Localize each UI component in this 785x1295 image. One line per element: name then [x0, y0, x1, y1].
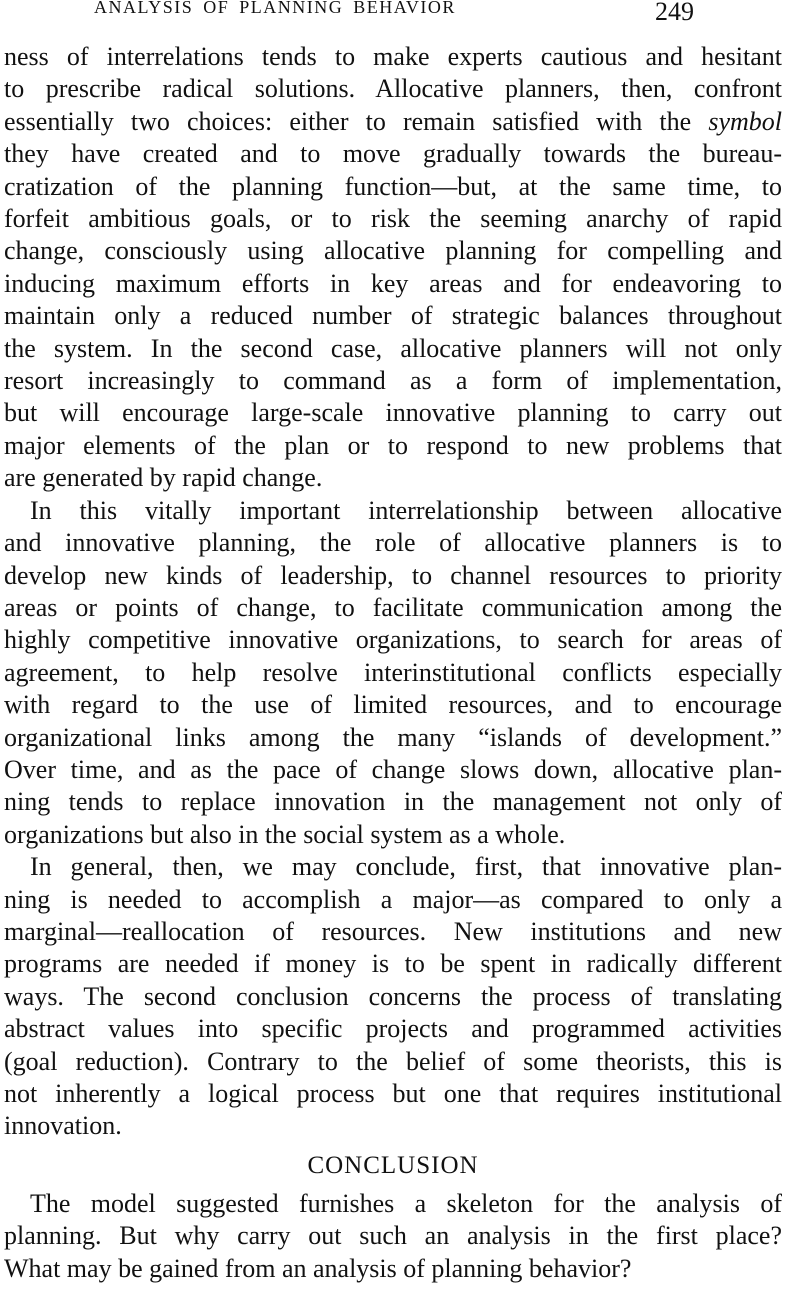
text-line: maintain only a reduced number of strategic balances throughout	[4, 301, 782, 331]
text-line: organizations but also in the social system as a whole.	[4, 819, 566, 849]
paragraph	[4, 851, 782, 1143]
running-title: ANALYSIS OF PLANNING BEHAVIOR	[94, 0, 456, 17]
text-line: develop new kinds of leadership, to channel resources to priority	[4, 560, 782, 590]
text-line	[4, 106, 782, 138]
text-line: with regard to the use of limited resources, and to encourage	[4, 690, 782, 720]
text-line: inducing maximum efforts in key areas and for endeavoring to	[4, 268, 782, 298]
text-line: but will encourage large-scale innovative planning to carry out	[4, 398, 782, 428]
text-line: What may be gained from an analysis of planning behavior?	[4, 1253, 632, 1283]
text-line: The model suggested furnishes a skeleton for the analysis of	[30, 1188, 782, 1218]
section-heading: CONCLUSION	[307, 1151, 479, 1179]
text-line: forfeit ambitious goals, or to risk the seeming anarchy of rapid	[4, 204, 782, 234]
text-line: cratization of the planning function—but, at the same time, to	[4, 171, 782, 201]
text-line: resort increasingly to command as a form of implementation,	[4, 366, 782, 396]
text-line: programs are needed if money is to be spent in radically different	[4, 949, 782, 979]
text-line: ness of interrelations tends to make experts cautious and hesitant	[4, 42, 782, 71]
body-text	[4, 41, 782, 1285]
text-line: the system. In the second case, allocative planners will not only	[4, 333, 782, 363]
text-line: ways. The second conclusion concerns the process of translating	[4, 981, 782, 1011]
paragraph	[4, 495, 782, 851]
paragraph	[4, 1188, 782, 1285]
text-line: change, consciously using allocative planning for compelling and	[4, 236, 782, 266]
paragraph	[4, 41, 782, 495]
page-number: 249	[655, 0, 694, 26]
document-page	[4, 0, 782, 1295]
text-line: ning is needed to accomplish a major—as compared to only a	[4, 884, 782, 914]
text-line: innovation.	[4, 1111, 122, 1141]
text-line: are generated by rapid change.	[4, 463, 323, 493]
text-line: In this vitally important interrelationship between allocative	[30, 495, 782, 525]
text-line: planning. But why carry out such an analysis in the first place?	[4, 1221, 782, 1251]
emphasis-symbol: symbol	[708, 106, 782, 136]
text-line: they have created and to move gradually towards the bureau-	[4, 139, 782, 169]
text-line: organizational links among the many “islands of development.”	[4, 722, 782, 752]
text-line: and innovative planning, the role of allocative planners is to	[4, 528, 782, 558]
text-line: ning tends to replace innovation in the management not only of	[4, 787, 782, 817]
text-line: major elements of the plan or to respond to new problems that	[4, 430, 782, 460]
text-line: Over time, and as the pace of change slows down, allocative plan-	[4, 754, 782, 784]
text-line: highly competitive innovative organizations, to search for areas of	[4, 625, 782, 655]
text-line: agreement, to help resolve interinstitutional conflicts especially	[4, 657, 782, 687]
text-line: marginal—reallocation of resources. New institutions and new	[4, 916, 782, 946]
text-line-part: essentially two choices: either to remain satisfied with the	[4, 106, 709, 136]
text-line: not inherently a logical process but one that requires institutional	[4, 1079, 782, 1108]
text-line: In general, then, we may conclude, first, that innovative plan-	[30, 852, 782, 882]
running-header	[4, 0, 782, 28]
text-line: areas or points of change, to facilitate communication among the	[4, 592, 782, 622]
text-line: abstract values into specific projects and programmed activities	[4, 1014, 782, 1044]
text-line: (goal reduction). Contrary to the belief of some theorists, this is	[4, 1046, 782, 1076]
text-line: to prescribe radical solutions. Allocative planners, then, confront	[4, 74, 782, 104]
